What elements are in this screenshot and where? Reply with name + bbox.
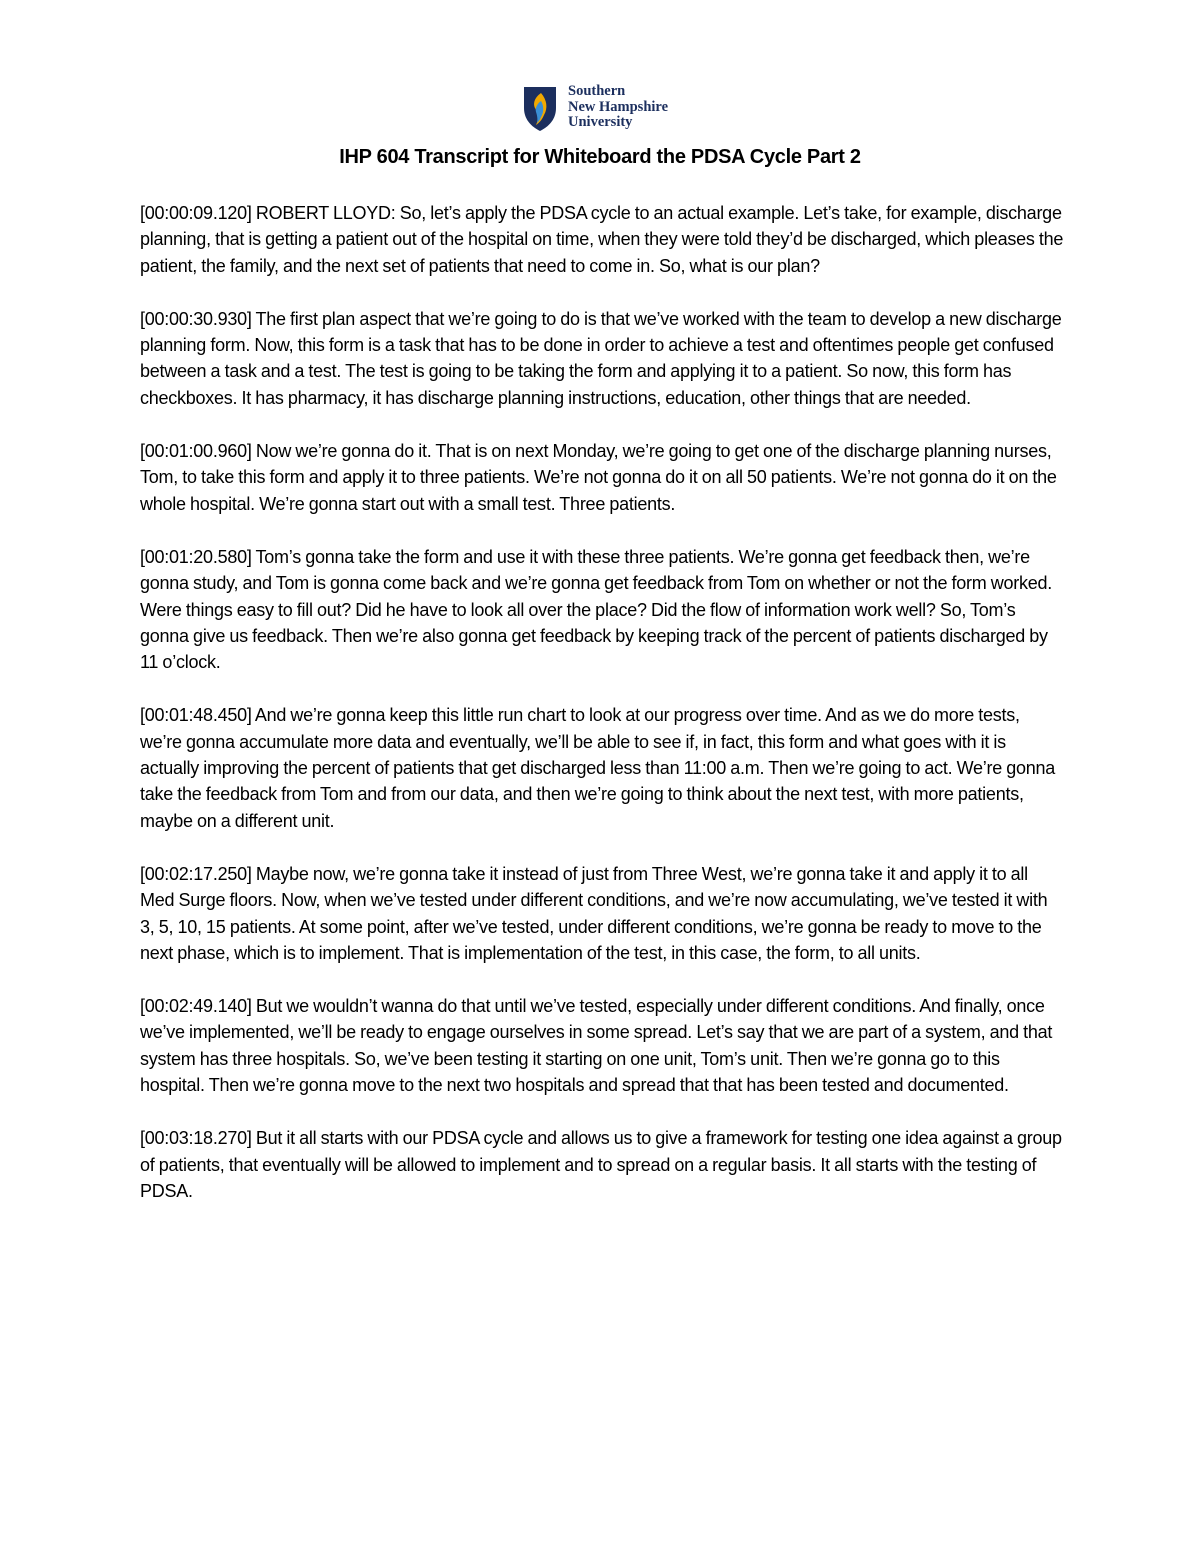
transcript-paragraph: [00:01:00.960] Now we’re gonna do it. That is on next Monday, we’re going to get one of the discharge planning nurses, Tom, to take this form and apply it to three patients. We’re not gonna do it on all 50 patients. We’re not gonna do it on the whole hospital. We’re gonna start out with a small test. Three patients. <box>140 441 1057 514</box>
transcript-paragraph: [00:02:17.250] Maybe now, we’re gonna take it instead of just from Three West, we’re gonna take it and apply it to all Med Surge floors. Now, when we’ve tested under different conditions, and we’re now accumulating, we’ve tested it with 3, 5, 10, 15 patients. At some point, after we’ve tested, under different conditions, we’re gonna be ready to move to the next phase, which is to implement. That is implementation of the test, in this case, the form, to all units. <box>140 863 1048 963</box>
transcript-paragraph: [00:00:30.930] The first plan aspect that we’re going to do is that we’ve worked with the team to develop a new discharge planning form. Now, this form is a task that has to be done in order to achieve a test and oftentimes people get confused between a task and a test. The test is going to be taking the form and applying it to a patient. So now, this form has checkboxes. It has pharmacy, it has discharge planning instructions, education, other things that are needed. <box>140 308 1062 408</box>
transcript-paragraph: [00:01:20.580] Tom’s gonna take the form and use it with these three patients. We’re gonna get feedback then, we’re gonna study, and Tom is gonna come back and we’re gonna get feedback from Tom on whether or not the form worked. Were things easy to fill out? Did he have to look all over the place? Did the flow of information work well? So, Tom’s gonna give us feedback. Then we’re also gonna get feedback by keeping track of the percent of patients discharged by 11 o’clock. <box>140 546 1053 673</box>
transcript-body <box>140 200 1065 1231</box>
transcript-paragraph: [00:02:49.140] But we wouldn’t wanna do that until we’ve tested, especially under different conditions. And finally, once we’ve implemented, we’ll be ready to engage ourselves in some spread. Let’s say that we are part of a system, and that system has three hospitals. So, we’ve been testing it starting on one unit, Tom’s unit. Then we’re gonna go to this hospital. Then we’re gonna move to the next two hospitals and spread that that has been tested and documented. <box>140 996 1053 1096</box>
shield-flame-icon <box>522 84 558 132</box>
university-wordmark <box>568 84 668 131</box>
logo-line-new-hampshire: New Hampshire <box>568 98 669 115</box>
transcript-paragraph: [00:03:18.270] But it all starts with our PDSA cycle and allows us to give a framework for testing one idea against a group of patients, that eventually will be allowed to implement and to spread on a regular basis. It all starts with the testing of PDSA. <box>140 1128 1062 1201</box>
logo-line-university: University <box>568 114 633 130</box>
transcript-paragraph: [00:00:09.120] ROBERT LLOYD: So, let’s apply the PDSA cycle to an actual example. Let’s take, for example, discharge planning, that is getting a patient out of the hospital on time, when they were told they’d be discharged, which pleases the patient, the family, and the next set of patients that need to come in. So, what is our plan? <box>140 203 1064 276</box>
university-logo <box>522 84 668 132</box>
document-title: IHP 604 Transcript for Whiteboard the PDSA Cycle Part 2 <box>339 146 861 168</box>
transcript-paragraph: [00:01:48.450] And we’re gonna keep this little run chart to look at our progress over time. And as we do more tests, we’re gonna accumulate more data and eventually, we’ll be able to see if, in fact, this form and what goes with it is actually improving the percent of patients that get discharged less than 11:00 a.m. Then we’re going to act. We’re gonna take the feedback from Tom and from our data, and then we’re going to think about the next test, with more patients, maybe on a different unit. <box>140 705 1056 831</box>
logo-line-southern: Southern <box>568 83 626 99</box>
